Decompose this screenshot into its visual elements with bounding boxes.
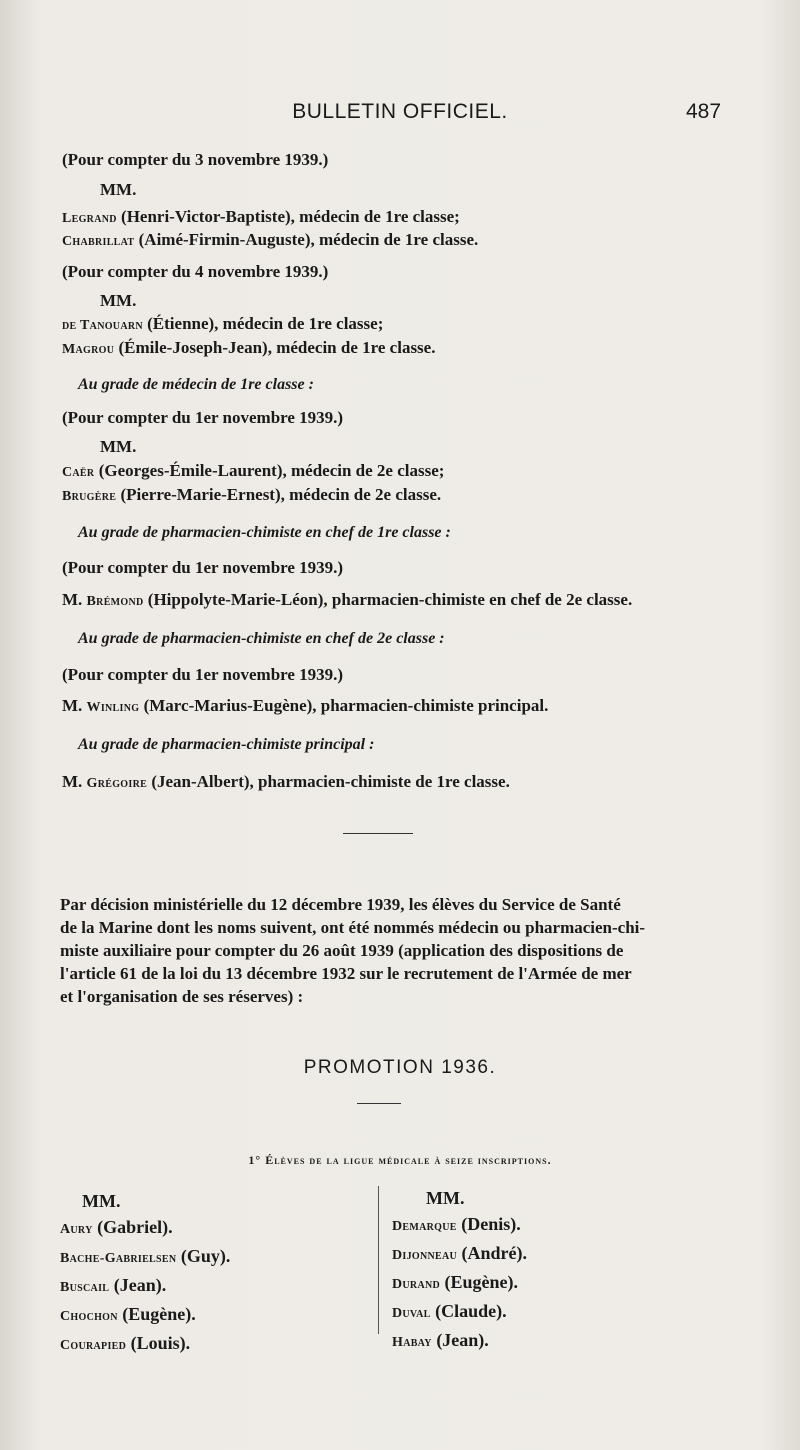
grade-heading-2: Au grade de pharmacien-chimiste en chef de 1re classe : xyxy=(78,524,451,541)
surname: Grégoire xyxy=(86,776,148,791)
date-line-3: (Pour compter du 1er novembre 1939.) xyxy=(62,408,344,427)
entry-line xyxy=(62,314,383,334)
entry-rest: (Georges-Émile-Laurent), médecin de 2e classe; xyxy=(94,461,445,480)
surname: de Tanouarn xyxy=(62,318,143,333)
entry-line xyxy=(62,696,548,716)
entry-line xyxy=(62,772,510,792)
list-item xyxy=(392,1211,527,1240)
date-line-2: (Pour compter du 4 novembre 1939.) xyxy=(62,262,329,281)
column-separator xyxy=(378,1186,379,1334)
date-line-4: (Pour compter du 1er novembre 1939.) xyxy=(62,558,344,577)
promotion-title: PROMOTION 1936. xyxy=(303,1057,497,1078)
paragraph-line: de la Marine dont les noms suivent, ont été nommés médecin ou pharmacien-chi- xyxy=(60,918,646,937)
date-line-5: (Pour compter du 1er novembre 1939.) xyxy=(62,665,344,684)
list-item xyxy=(60,1330,230,1359)
paragraph-line: miste auxiliaire pour compter du 26 août 1939 (application des dispositions de xyxy=(60,941,624,960)
entry-line xyxy=(62,485,441,505)
surname: Brugère xyxy=(62,489,117,504)
given-names: (André). xyxy=(457,1243,528,1263)
surname: Bache-Gabrielsen xyxy=(60,1251,177,1266)
surname: Demarque xyxy=(392,1219,457,1234)
surname: Caër xyxy=(62,465,95,480)
entry-rest: (Hippolyte-Marie-Léon), pharmacien-chimiste en chef de 2e classe. xyxy=(143,590,633,609)
left-name-column xyxy=(60,1188,230,1359)
given-names: (Eugène). xyxy=(117,1304,196,1324)
surname: Courapied xyxy=(60,1338,127,1353)
entry-prefix: M. xyxy=(62,696,87,715)
surname: Durand xyxy=(392,1277,441,1292)
surname: Chochon xyxy=(60,1309,118,1324)
list-subheading: 1° Élèves de la ligue médicale à seize inscriptions. xyxy=(248,1153,552,1167)
entry-line xyxy=(62,230,478,250)
paragraph-line: l'article 61 de la loi du 13 décembre 1932 sur le recrutement de l'Armée de mer xyxy=(60,964,632,983)
entry-line xyxy=(62,338,435,358)
entry-rest: (Émile-Joseph-Jean), médecin de 1re classe. xyxy=(114,338,436,357)
paragraph-line: et l'organisation de ses réserves) : xyxy=(60,987,304,1006)
surname: Aury xyxy=(60,1222,93,1237)
surname: Dijonneau xyxy=(392,1248,458,1263)
page-header-title: BULLETIN OFFICIEL. xyxy=(292,100,508,123)
list-item xyxy=(60,1301,230,1330)
surname: Buscail xyxy=(60,1280,110,1295)
mm-label-3: MM. xyxy=(100,437,137,456)
mm-label-1: MM. xyxy=(100,180,137,199)
list-item xyxy=(392,1269,527,1298)
given-names: (Eugène). xyxy=(440,1272,519,1292)
entry-line xyxy=(62,590,632,610)
paragraph-line: Par décision ministérielle du 12 décembre 1939, les élèves du Service de Santé xyxy=(60,895,621,914)
page-number: 487 xyxy=(686,100,722,123)
grade-heading-4: Au grade de pharmacien-chimiste principal : xyxy=(78,736,375,753)
surname: Magrou xyxy=(62,342,115,357)
given-names: (Jean). xyxy=(431,1330,489,1350)
given-names: (Claude). xyxy=(430,1301,507,1321)
surname: Chabrillat xyxy=(62,234,135,249)
grade-heading-1: Au grade de médecin de 1re classe : xyxy=(78,376,314,393)
entry-line xyxy=(62,207,460,227)
entry-line xyxy=(62,461,444,481)
entry-rest: (Jean-Albert), pharmacien-chimiste de 1re classe. xyxy=(147,772,510,791)
list-item xyxy=(392,1240,527,1269)
right-name-column xyxy=(392,1185,527,1356)
surname: Duval xyxy=(392,1306,431,1321)
mm-label: MM. xyxy=(82,1191,121,1211)
surname: Habay xyxy=(392,1335,432,1350)
section-divider xyxy=(343,833,413,834)
surname: Winling xyxy=(86,700,140,715)
list-item xyxy=(60,1243,230,1272)
mm-label: MM. xyxy=(426,1188,465,1208)
entry-rest: (Henri-Victor-Baptiste), médecin de 1re classe; xyxy=(116,207,460,226)
given-names: (Gabriel). xyxy=(92,1217,173,1237)
decision-paragraph xyxy=(60,893,723,1008)
grade-heading-3: Au grade de pharmacien-chimiste en chef de 2e classe : xyxy=(78,630,445,647)
list-item xyxy=(392,1327,527,1356)
given-names: (Louis). xyxy=(126,1333,191,1353)
surname: Legrand xyxy=(62,211,117,226)
list-item xyxy=(392,1298,527,1327)
date-line-1: (Pour compter du 3 novembre 1939.) xyxy=(62,150,329,169)
entry-prefix: M. xyxy=(62,590,87,609)
entry-rest: (Étienne), médecin de 1re classe; xyxy=(142,314,384,333)
given-names: (Denis). xyxy=(456,1214,521,1234)
surname: Brémond xyxy=(86,594,144,609)
entry-rest: (Aimé-Firmin-Auguste), médecin de 1re classe. xyxy=(134,230,479,249)
entry-rest: (Marc-Marius-Eugène), pharmacien-chimiste principal. xyxy=(139,696,549,715)
promotion-divider xyxy=(357,1103,401,1104)
given-names: (Jean). xyxy=(109,1275,167,1295)
entry-rest: (Pierre-Marie-Ernest), médecin de 2e classe. xyxy=(116,485,442,504)
mm-label-2: MM. xyxy=(100,291,137,310)
given-names: (Guy). xyxy=(176,1246,231,1266)
entry-prefix: M. xyxy=(62,772,87,791)
list-item xyxy=(60,1272,230,1301)
list-item xyxy=(60,1214,230,1243)
